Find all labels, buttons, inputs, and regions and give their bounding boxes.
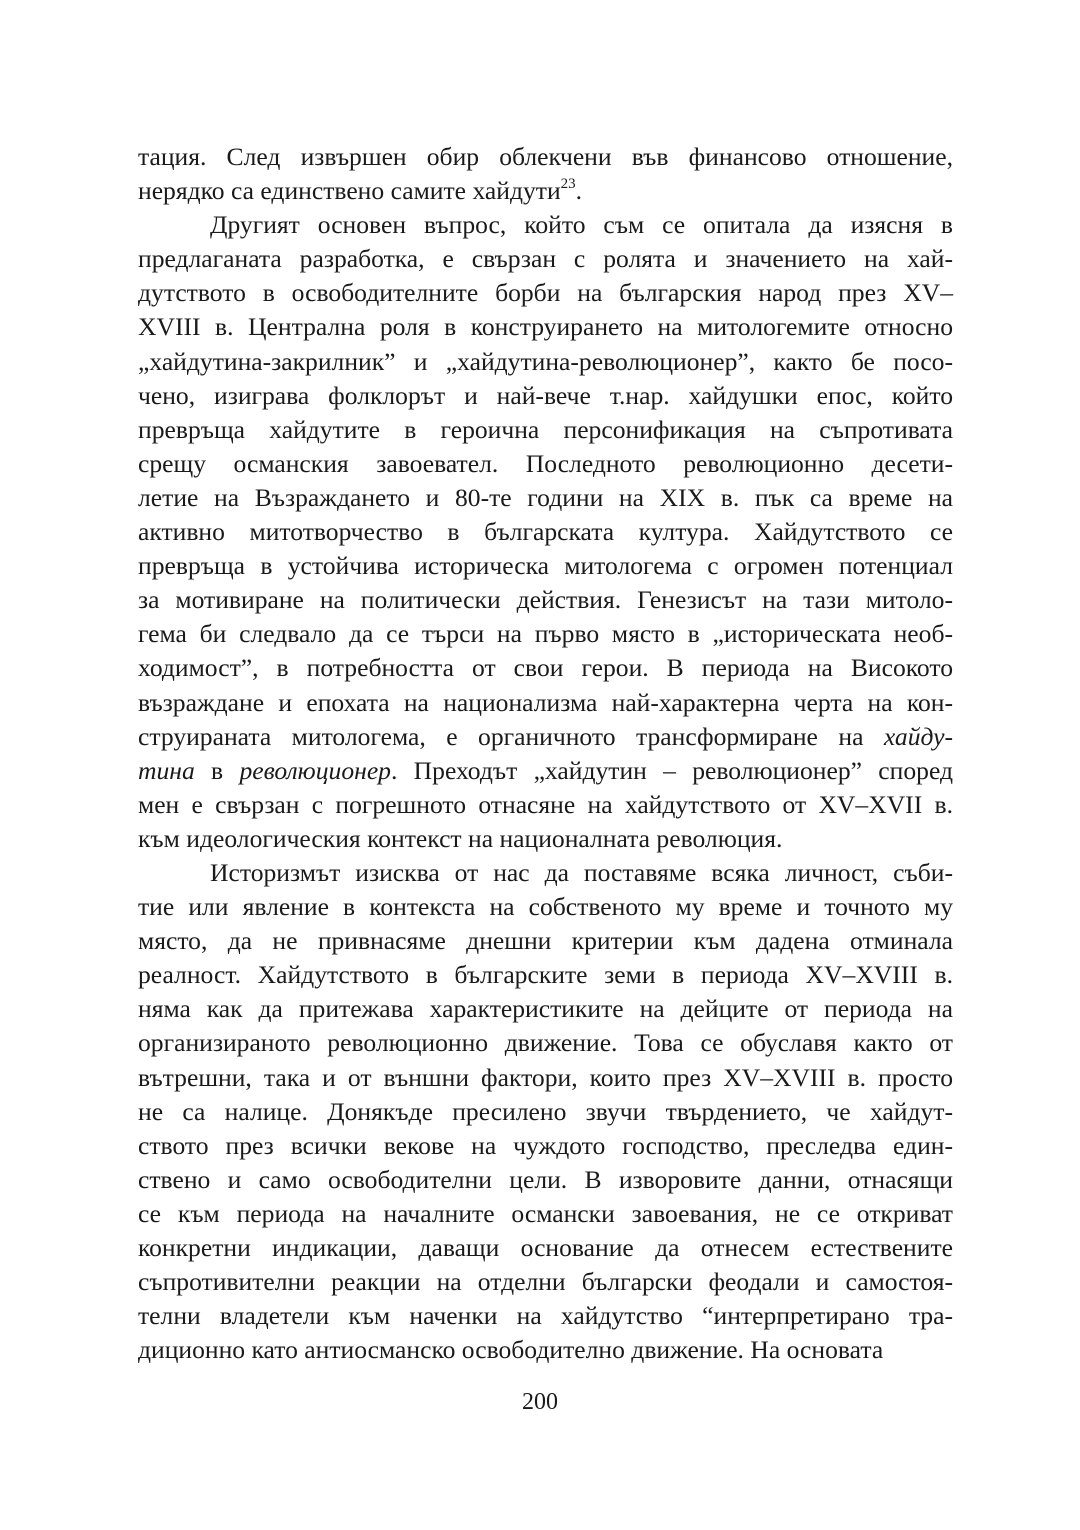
text-segment: се към периода на началните османски завоевания, не се откриват [138,1198,953,1228]
text-line [138,140,953,174]
text-segment: за мотивиране на политически действия. Генезисът на тази митоло- [138,585,953,615]
text-line [138,1197,953,1231]
text-line [138,413,953,447]
text-line [138,345,953,379]
text-segment: няма как да притежава характеристиките на дейците от периода на [138,994,953,1024]
text-line [138,276,953,310]
text-line [138,754,953,788]
paragraph [138,856,953,1367]
text-segment: . [575,176,583,206]
text-segment: чено, изиграва фолклорът и най-вече т.нар. хайдушки епос, който [138,380,953,410]
text-segment: тация. След извършен обир облекчени във финансово отношение, [138,142,953,171]
text-segment: срещу османския завоевател. Последното революционно десети- [138,448,953,478]
text-segment: превръща хайдутите в героична персонификация на съпротивата [138,414,953,444]
text-segment: XVIII в. Централна роля в конструирането на митологемите относно [138,312,953,342]
text-segment: нерядко са единствено самите хайдути [138,176,561,206]
text-line [138,788,953,822]
body-text [138,140,953,1367]
text-segment: към идеологическия контекст на националната революция. [138,823,783,853]
text-line [138,686,953,720]
text-segment: „хайдутина-закрилник” и „хайдутина-революционер”, както бе посо- [138,346,953,376]
text-segment: ходимост”, в потребността от свои герои. В периода на Високото [138,653,953,683]
text-line [138,924,953,958]
text-segment: телни владетели към наченки на хайдутство “интерпретирано тра- [138,1301,953,1331]
paragraph [138,208,953,856]
text-line [138,1299,953,1333]
text-segment: мен е свързан с погрешното отнасяне на хайдутството от XV–XVII в. [138,789,953,819]
text-segment: превръща в устойчива историческа митологема с огромен потенциал [138,551,953,581]
text-line [138,617,953,651]
text-segment: вътрешни, така и от външни фактори, които през XV–XVIII в. просто [138,1062,953,1092]
text-segment: конкретни индикации, даващи основание да отнесем естествените [138,1233,953,1262]
text-segment: гема би следвало да се търси на първо място в „историческата необ- [138,619,953,649]
text-segment: място, да не привнасяме днешни критерии към дадена отминала [138,926,953,956]
text-line [138,992,953,1026]
text-line [138,1129,953,1163]
text-segment: Другият основен въпрос, който съм се опитала да изясня в [210,210,953,240]
text-line [138,890,953,924]
text-line [138,549,953,583]
paragraph [138,140,953,208]
italic-text: тина [138,755,195,785]
footnote-marker: 23 [560,175,576,192]
italic-text: хайду- [883,721,953,751]
text-line [138,208,953,242]
text-segment: съпротивителни реакции на отделни български феодали и самостоя- [138,1267,953,1297]
text-line [138,447,953,481]
text-line [138,1061,953,1095]
text-segment: струираната митологема, е органичното трансформиране на [138,721,884,751]
text-line [138,583,953,617]
text-line [138,856,953,890]
text-line [138,958,953,992]
text-line [138,242,953,276]
text-segment: летие на Възраждането и 80-те години на XIX в. пък са време на [138,482,953,512]
text-segment: реалност. Хайдутството в българските земи в периода XV–XVIII в. [138,960,953,990]
text-line [138,1265,953,1299]
text-segment: дутството в освободителните борби на българския народ през XV– [138,278,953,308]
text-segment: . Преходът „хайдутин – революционер” според [390,755,953,785]
text-segment: ството през всички векове на чуждото господство, преследва един- [138,1130,953,1160]
text-line [138,1163,953,1197]
text-line [138,174,953,208]
text-line [138,515,953,549]
text-segment: тие или явление в контекста на собственото му време и точното му [138,892,953,922]
text-line [138,651,953,685]
text-segment: организираното революционно движение. Това се обуславя както от [138,1028,953,1058]
text-line [138,481,953,515]
text-segment: в [194,755,240,785]
text-line [138,1026,953,1060]
text-line [138,822,953,856]
text-segment: Историзмът изисква от нас да поставяме всяка личност, съби- [210,857,953,887]
page-number: 200 [522,1389,558,1415]
text-segment: ствено и само освободителни цели. В изворовите данни, отнасящи [138,1164,953,1194]
italic-text: революционер [239,755,391,785]
text-line [138,1095,953,1129]
text-segment: не са налице. Донякъде пресилено звучи твърдението, че хайдут- [138,1096,953,1126]
text-line [138,1333,953,1367]
text-segment: предлаганата разработка, е свързан с ролята и значението на хай- [138,244,953,274]
text-segment: диционно като антиосманско освободително движение. На основата [138,1335,884,1365]
text-segment: активно митотворчество в българската култура. Хайдутството се [138,517,953,547]
text-line [138,379,953,413]
text-segment: възраждане и епохата на национализма най-характерна черта на кон- [138,687,953,717]
text-line [138,310,953,344]
text-line [138,720,953,754]
text-line [138,1231,953,1265]
